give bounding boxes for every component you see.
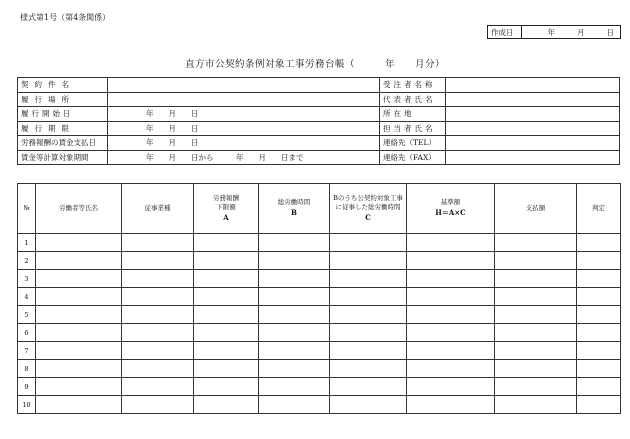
creation-date-box: [487, 25, 621, 39]
info-right-label: 代表者氏名: [380, 92, 446, 107]
col-worker-name-cell[interactable]: [36, 252, 122, 270]
title-year-unit: 年: [384, 59, 395, 70]
info-row: [18, 78, 620, 93]
table-row: [18, 342, 621, 360]
date-day-unit: 日: [606, 27, 614, 37]
col-base-amount-cell[interactable]: [407, 306, 495, 324]
row-number: 7: [18, 342, 36, 360]
col-job-type-header: [122, 184, 194, 234]
col-judgement-cell[interactable]: [577, 288, 621, 306]
col-worker-name-cell[interactable]: [36, 396, 122, 414]
info-row: [18, 121, 620, 136]
col-worker-name-header: [36, 184, 122, 234]
row-number: 3: [18, 270, 36, 288]
col-min-wage-cell[interactable]: [194, 288, 259, 306]
col-job-type-cell[interactable]: [122, 342, 194, 360]
info-left-label: 履行場所: [18, 92, 108, 107]
header-line: H＝A×C: [435, 208, 466, 218]
col-base-amount-cell[interactable]: [407, 396, 495, 414]
header-line: 判定: [592, 203, 605, 212]
col-total-hours-cell[interactable]: [259, 270, 330, 288]
table-row: [18, 306, 621, 324]
col-job-type-cell[interactable]: [122, 306, 194, 324]
info-row: [18, 92, 620, 107]
col-min-wage-cell[interactable]: [194, 342, 259, 360]
info-right-value[interactable]: [446, 121, 620, 136]
col-judgement-cell[interactable]: [577, 306, 621, 324]
row-number: 5: [18, 306, 36, 324]
col-min-wage-cell[interactable]: [194, 306, 259, 324]
info-right-label: 連絡先（TEL）: [380, 136, 446, 151]
table-row: [18, 324, 621, 342]
col-payment-header: [495, 184, 577, 234]
col-judgement-cell[interactable]: [577, 270, 621, 288]
col-worker-name-cell[interactable]: [36, 270, 122, 288]
col-payment-cell[interactable]: [495, 252, 577, 270]
col-job-type-cell[interactable]: [122, 360, 194, 378]
col-base-amount-cell[interactable]: [407, 324, 495, 342]
col-contract-hours-cell[interactable]: [330, 360, 407, 378]
creation-date-field[interactable]: [522, 26, 620, 38]
col-contract-hours-cell[interactable]: [330, 252, 407, 270]
col-contract-hours-cell[interactable]: [330, 378, 407, 396]
col-contract-hours-cell[interactable]: [330, 342, 407, 360]
header-line: 下限額: [216, 203, 236, 212]
info-left-label: 労務報酬の賃金支払日: [18, 136, 108, 151]
info-right-label: 受注者名称: [380, 78, 446, 93]
col-payment-cell[interactable]: [495, 306, 577, 324]
info-left-value[interactable]: 年 月 日から 年 月 日まで: [108, 150, 380, 165]
col-total-hours-cell[interactable]: [259, 360, 330, 378]
date-year-unit: 年: [547, 27, 555, 37]
col-total-hours-cell[interactable]: [259, 396, 330, 414]
info-right-value[interactable]: [446, 92, 620, 107]
info-right-label: 所在地: [380, 107, 446, 122]
header-line: に従事した総労働時間: [335, 203, 401, 212]
col-worker-name-cell[interactable]: [36, 288, 122, 306]
col-judgement-cell[interactable]: [577, 234, 621, 252]
info-left-label: 契約件名: [18, 78, 108, 93]
col-job-type-cell[interactable]: [122, 234, 194, 252]
document-title: [0, 56, 630, 70]
col-job-type-cell[interactable]: [122, 396, 194, 414]
row-number: 2: [18, 252, 36, 270]
table-row: [18, 270, 621, 288]
header-line: 労働者等氏名: [59, 203, 98, 212]
col-payment-cell[interactable]: [495, 360, 577, 378]
col-contract-hours-cell[interactable]: [330, 396, 407, 414]
info-right-label: 連絡先（FAX）: [380, 150, 446, 165]
col-base-amount-cell[interactable]: [407, 378, 495, 396]
contract-info-table: [17, 77, 620, 165]
col-total-hours-cell[interactable]: [259, 288, 330, 306]
col-judgement-cell[interactable]: [577, 396, 621, 414]
col-base-amount-cell[interactable]: [407, 360, 495, 378]
info-right-value[interactable]: [446, 136, 620, 151]
col-worker-name-cell[interactable]: [36, 324, 122, 342]
info-left-label: 賃金等計算対象期間: [18, 150, 108, 165]
col-base-amount-cell[interactable]: [407, 234, 495, 252]
col-judgement-cell[interactable]: [577, 324, 621, 342]
row-number: 6: [18, 324, 36, 342]
col-judgement-cell[interactable]: [577, 360, 621, 378]
col-judgement-cell[interactable]: [577, 342, 621, 360]
col-payment-cell[interactable]: [495, 270, 577, 288]
col-contract-hours-cell[interactable]: [330, 288, 407, 306]
info-left-value[interactable]: 年 月 日: [108, 121, 380, 136]
col-judgement-cell[interactable]: [577, 252, 621, 270]
header-line: 労務報酬: [213, 193, 239, 202]
header-line: Bのうち公契約対象工事: [333, 193, 403, 202]
col-payment-cell[interactable]: [495, 234, 577, 252]
col-judgement-cell[interactable]: [577, 378, 621, 396]
table-row: [18, 396, 621, 414]
form-number: 様式第1号（第4条関係）: [20, 13, 111, 22]
table-row: [18, 252, 621, 270]
info-left-value[interactable]: 年 月 日: [108, 107, 380, 122]
info-left-value[interactable]: [108, 78, 380, 93]
col-min-wage-cell[interactable]: [194, 270, 259, 288]
col-total-hours-header: [259, 184, 330, 234]
info-left-value[interactable]: 年 月 日: [108, 136, 380, 151]
row-number: 4: [18, 288, 36, 306]
col-payment-cell[interactable]: [495, 288, 577, 306]
table-row: [18, 378, 621, 396]
col-min-wage-cell[interactable]: [194, 234, 259, 252]
info-right-label: 担当者氏名: [380, 121, 446, 136]
col-worker-name-cell[interactable]: [36, 360, 122, 378]
row-number: 8: [18, 360, 36, 378]
info-row: [18, 136, 620, 151]
info-row: [18, 150, 620, 165]
col-base-amount-cell[interactable]: [407, 270, 495, 288]
col-judgement-header: [577, 184, 621, 234]
col-payment-cell[interactable]: [495, 324, 577, 342]
col-total-hours-cell[interactable]: [259, 234, 330, 252]
header-line: №: [23, 203, 30, 212]
col-contract-hours-cell[interactable]: [330, 306, 407, 324]
title-month-unit: 月分）: [415, 59, 446, 70]
col-worker-name-cell[interactable]: [36, 234, 122, 252]
col-job-type-cell[interactable]: [122, 252, 194, 270]
header-line: B: [291, 208, 297, 218]
col-worker-name-cell[interactable]: [36, 342, 122, 360]
info-row: [18, 107, 620, 122]
header-line: 従事業種: [144, 203, 171, 212]
col-contract-hours-cell[interactable]: [330, 234, 407, 252]
col-job-type-cell[interactable]: [122, 288, 194, 306]
info-left-label: 履行期限: [18, 121, 108, 136]
creation-date-label: 作成日: [488, 26, 522, 38]
col-job-type-cell[interactable]: [122, 324, 194, 342]
row-number: 1: [18, 234, 36, 252]
header-line: C: [365, 213, 371, 222]
col-job-type-cell[interactable]: [122, 270, 194, 288]
col-contract-hours-cell[interactable]: [330, 270, 407, 288]
row-number: 10: [18, 396, 36, 414]
col-contract-hours-cell[interactable]: [330, 324, 407, 342]
col-min-wage-cell[interactable]: [194, 324, 259, 342]
col-total-hours-cell[interactable]: [259, 378, 330, 396]
table-row: [18, 288, 621, 306]
col-base-amount-header: [407, 184, 495, 234]
col-contract-hours-header: [330, 184, 407, 234]
col-total-hours-cell[interactable]: [259, 324, 330, 342]
col-worker-name-cell[interactable]: [36, 378, 122, 396]
table-row: [18, 234, 621, 252]
col-min-wage-cell[interactable]: [194, 360, 259, 378]
col-job-type-cell[interactable]: [122, 378, 194, 396]
info-left-label: 履行開始日: [18, 107, 108, 122]
col-min-wage-header: [194, 184, 259, 234]
header-line: A: [223, 213, 229, 222]
col-min-wage-cell[interactable]: [194, 252, 259, 270]
col-payment-cell[interactable]: [495, 342, 577, 360]
row-number: 9: [18, 378, 36, 396]
date-month-unit: 月: [577, 27, 585, 37]
col-no-header: [18, 184, 36, 234]
col-total-hours-cell[interactable]: [259, 252, 330, 270]
col-min-wage-cell[interactable]: [194, 378, 259, 396]
header-line: 総労働時間: [277, 198, 311, 207]
info-left-value[interactable]: [108, 92, 380, 107]
col-base-amount-cell[interactable]: [407, 252, 495, 270]
table-row: [18, 360, 621, 378]
col-payment-cell[interactable]: [495, 396, 577, 414]
title-prefix: 直方市公契約条例対象工事労務台帳（: [184, 59, 355, 70]
col-payment-cell[interactable]: [495, 378, 577, 396]
info-right-value[interactable]: [446, 150, 620, 165]
col-worker-name-cell[interactable]: [36, 306, 122, 324]
col-base-amount-cell[interactable]: [407, 342, 495, 360]
info-right-value[interactable]: [446, 78, 620, 93]
header-line: 基準額: [440, 198, 461, 207]
col-total-hours-cell[interactable]: [259, 342, 330, 360]
info-right-value[interactable]: [446, 107, 620, 122]
labor-ledger-table: [17, 183, 621, 414]
col-base-amount-cell[interactable]: [407, 288, 495, 306]
col-total-hours-cell[interactable]: [259, 306, 330, 324]
header-line: 支払額: [525, 203, 546, 212]
col-min-wage-cell[interactable]: [194, 396, 259, 414]
